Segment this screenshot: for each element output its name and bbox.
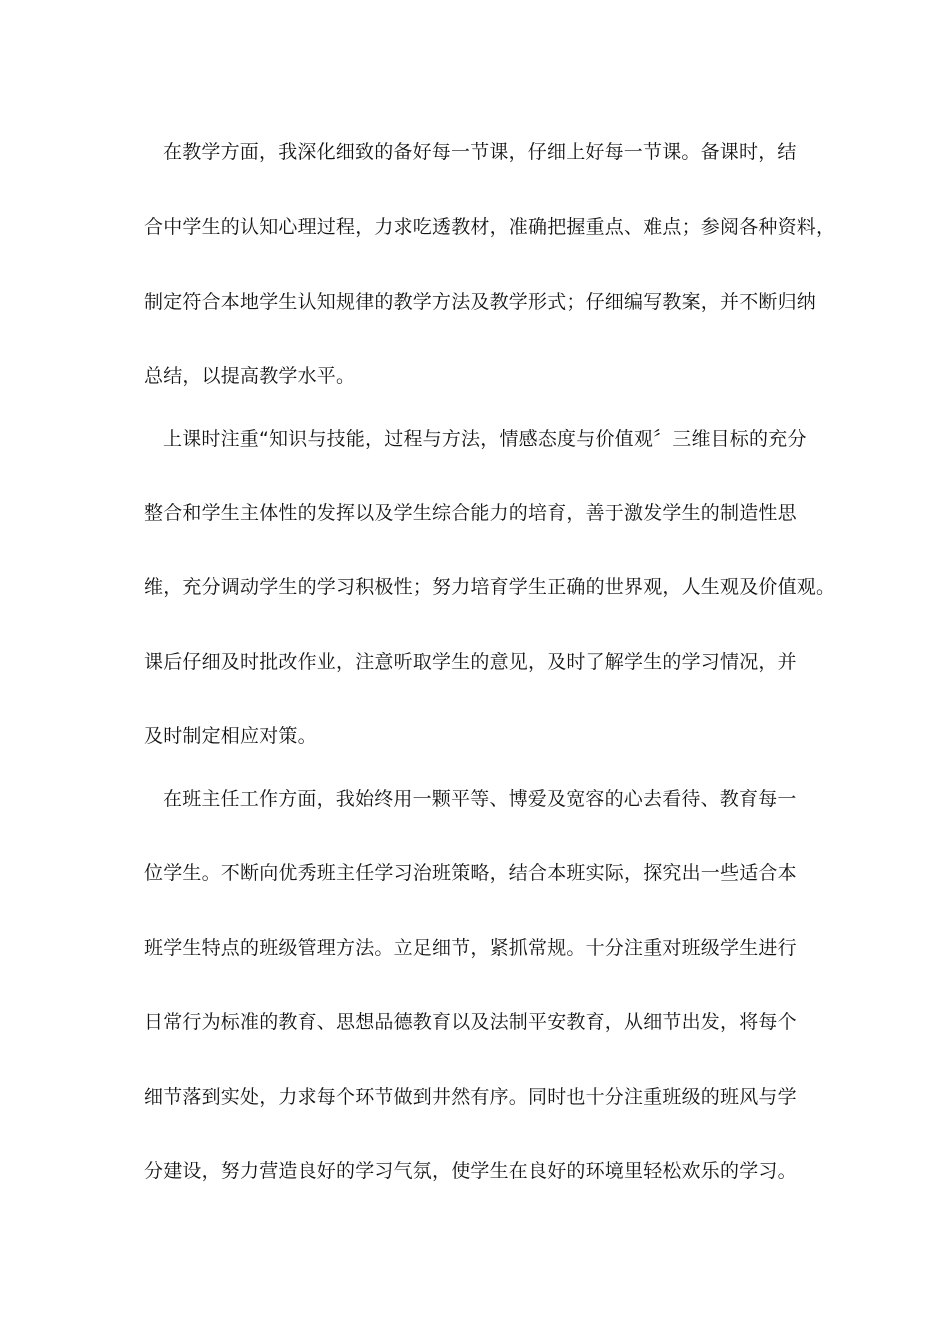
paragraph-2-line-4: 课后仔细及时批改作业，注意听取学生的意见，及时了解学生的学习情况，并	[144, 651, 797, 673]
paragraph-1-line-1: 在教学方面，我深化细致的备好每一节课，仔细上好每一节课。备课时，结	[163, 141, 797, 163]
paragraph-3-line-6: 分建设，努力营造良好的学习气氛，使学生在良好的环境里轻松欢乐的学习。	[144, 1160, 797, 1182]
paragraph-2-line-1: 上课时注重“知识与技能，过程与方法，情感态度与价值观〞三维目标的充分	[163, 428, 807, 450]
paragraph-3-line-5: 细节落到实处，力求每个环节做到井然有序。同时也十分注重班级的班风与学	[144, 1086, 797, 1108]
paragraph-1-line-4: 总结，以提高教学水平。	[144, 365, 356, 387]
paragraph-3-line-2: 位学生。不断向优秀班主任学习治班策略，结合本班实际，探究出一些适合本	[144, 862, 797, 884]
paragraph-3-line-1: 在班主任工作方面，我始终用一颗平等、博爱及宽容的心去看待、教育每一	[163, 788, 797, 810]
paragraph-3-line-4: 日常行为标准的教育、思想品德教育以及法制平安教育，从细节出发，将每个	[144, 1011, 797, 1033]
paragraph-1-line-3: 制定符合本地学生认知规律的教学方法及教学形式；仔细编写教案，并不断归纳	[144, 291, 817, 313]
paragraph-1-line-2: 合中学生的认知心理过程，力求吃透教材，准确把握重点、难点；参阅各种资料，	[144, 216, 836, 238]
paragraph-2-line-5: 及时制定相应对策。	[144, 725, 317, 747]
paragraph-3-line-3: 班学生特点的班级管理方法。立足细节，紧抓常规。十分注重对班级学生进行	[144, 937, 797, 959]
paragraph-2-line-3: 维，充分调动学生的学习积极性；努力培育学生正确的世界观，人生观及价值观。	[144, 576, 836, 598]
paragraph-2-line-2: 整合和学生主体性的发挥以及学生综合能力的培育，善于激发学生的制造性思	[144, 502, 797, 524]
